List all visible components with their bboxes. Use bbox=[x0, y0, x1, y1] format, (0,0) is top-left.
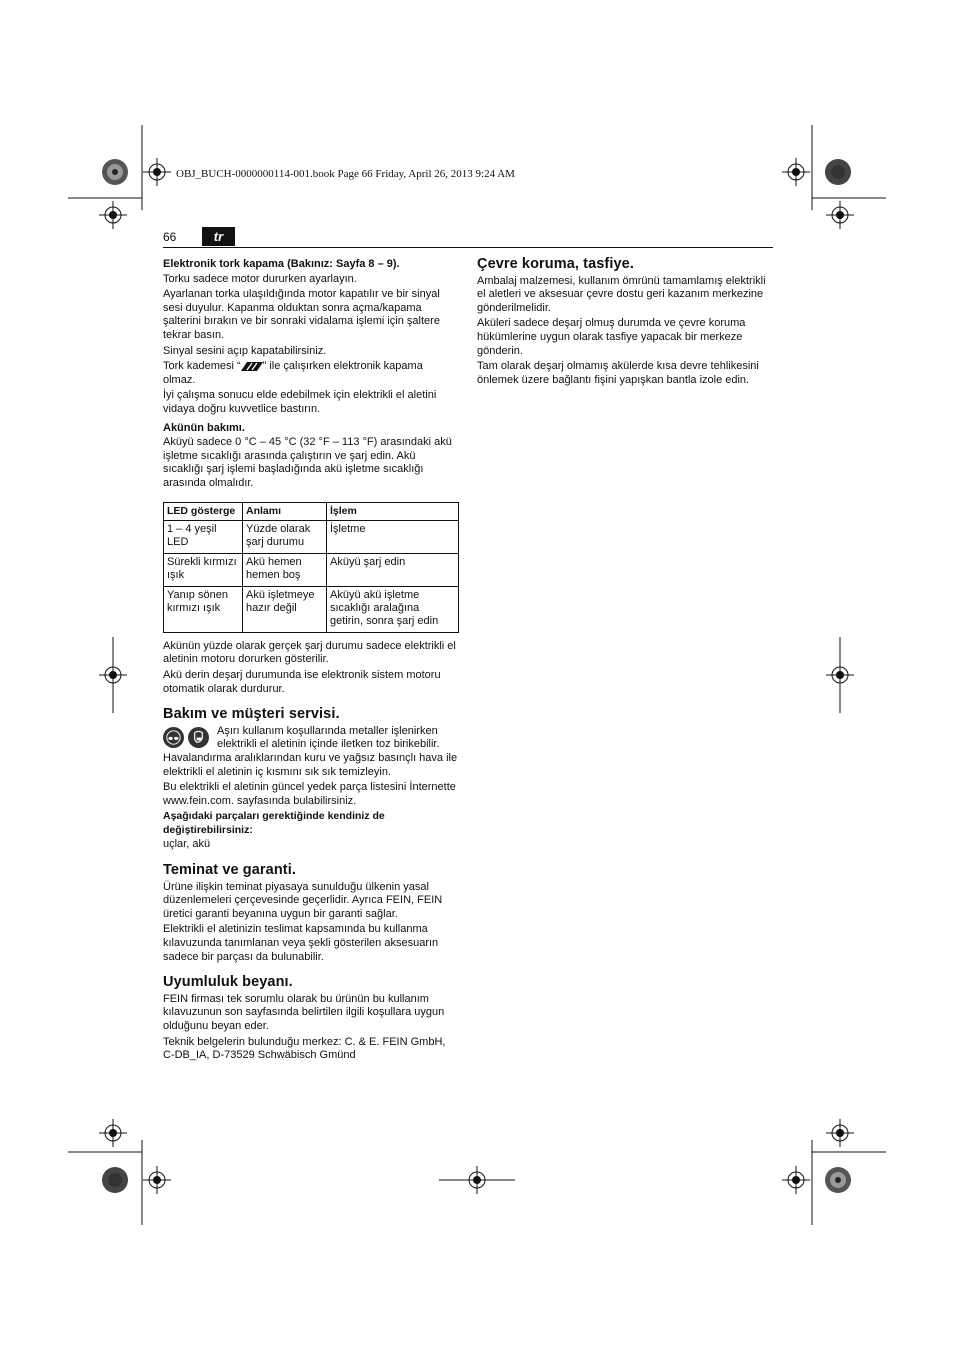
torque-paragraph: Sinyal sesini açıp kapatabilirsiniz. bbox=[163, 344, 327, 357]
registration-mark-icon bbox=[826, 201, 854, 229]
table-cell: Akü işletmeye hazır değil bbox=[243, 586, 327, 632]
registration-mark-icon bbox=[826, 1119, 854, 1147]
service-intro bbox=[163, 725, 458, 779]
torque-p4-end: ” ile çalışırken elektronik kapama olmaz. bbox=[163, 360, 423, 386]
dust-mask-icon bbox=[188, 727, 209, 748]
header-rule bbox=[163, 247, 773, 248]
eye-protection-icon bbox=[163, 727, 184, 748]
registration-mark-icon bbox=[143, 1166, 171, 1194]
table-cell: Aküyü şarj edin bbox=[327, 553, 459, 586]
table-cell: Yüzde olarak şarj durumu bbox=[243, 520, 327, 553]
conformity-heading: Uyumluluk beyanı. bbox=[163, 974, 293, 991]
table-cell: İşletme bbox=[327, 520, 459, 553]
service-parts-list: uçlar, akü bbox=[163, 838, 211, 851]
battery-paragraph: Aküyü sadece 0 °C – 45 °C (32 °F – 113 °F) arasındaki akü işletme sıcaklığı arasında çalıştırın ve şarj edin. Akü sıcaklığı şarj işlemi başladığında akü işletme sıcaklığı arasında olmalıdır. bbox=[163, 436, 452, 489]
torque-paragraph bbox=[163, 360, 458, 387]
service-heading: Bakım ve müşteri servisi. bbox=[163, 706, 340, 723]
table-cell: Sürekli kırmızı ışık bbox=[164, 553, 243, 586]
conformity-paragraph: FEIN firması tek sorumlu olarak bu ürünün bu kullanım kılavuzunun son sayfasında belirtilen ilgili koşullara uygun olduğunu beyan eder. bbox=[163, 992, 445, 1032]
environment-paragraph: Ambalaj malzemesi, kullanım ömrünü tamamlamış elektrikli el aletleri ve aksesuar çevre dostu geri kazanım merkezine gönderilmelidir. bbox=[477, 274, 766, 314]
color-target-icon bbox=[102, 159, 128, 185]
registration-mark-icon bbox=[439, 1166, 515, 1194]
torque-paragraph: Ayarlanan torka ulaşıldığında motor kapatılır ve bir sinyal sesi duyulur. Kapanma olduktan sonra açma/kapama şalterini bırakın ve bir sonraki vidalama işlemi için şaltere tekrar basın. bbox=[163, 288, 440, 341]
page-number: 66 bbox=[163, 230, 177, 244]
torque-p4-start: Tork kademesi “ bbox=[163, 360, 241, 373]
service-parts-heading: Aşağıdaki parçaları gerektiğinde kendiniz de değiştirebilirsiniz: bbox=[163, 810, 385, 836]
warranty-paragraph: Elektrikli el aletinizin teslimat kapsamında bu kullanma kılavuzunda tanımlanan veya şekli gösterilen aksesuarın sadece bir parçası da bulunabilir. bbox=[163, 923, 439, 963]
warranty-paragraph: Ürüne ilişkin teminat piyasaya sunulduğu ülkenin yasal düzenlemeleri çerçevesinde geçerlidir. Ayrıca FEIN, FEIN üretici garanti beyanına uygun bir garanti sağlar. bbox=[163, 880, 443, 920]
table-header: İşlem bbox=[327, 502, 459, 520]
table-cell: Akü hemen hemen boş bbox=[243, 553, 327, 586]
torque-heading: Elektronik tork kapama (Bakınız: Sayfa 8 – 9). bbox=[163, 258, 400, 270]
torque-level-icon bbox=[241, 362, 263, 371]
service-paragraph: Aşırı kullanım koşullarında metaller işlenirken elektrikli el aletinin içinde iletken toz birikebilir. Havalandırma aralıklarından kuru ve yağsız basınçlı hava ile elektrikli el aletinin iç kısmını sık sık temizleyin. bbox=[163, 724, 458, 778]
color-target-icon bbox=[102, 1167, 128, 1193]
environment-paragraph: Tam olarak deşarj olmamış akülerde kısa devre tehlikesini önlemek üzere bağlantı fişini yapışkan bantla izole edin. bbox=[477, 360, 759, 386]
led-table bbox=[163, 502, 459, 633]
service-paragraph: Bu elektrikli el aletinin güncel yedek parça listesini İnternette www.fein.com. sayfasında bulabilirsiniz. bbox=[163, 781, 456, 807]
battery-note: Akü derin deşarj durumunda ise elektronik sistem motoru otomatik olarak durdurur. bbox=[163, 668, 441, 695]
language-badge: tr bbox=[202, 227, 235, 246]
table-cell: 1 – 4 yeşil LED bbox=[164, 520, 243, 553]
registration-mark-icon bbox=[99, 201, 127, 229]
table-header: Anlamı bbox=[243, 502, 327, 520]
registration-mark-icon bbox=[826, 637, 854, 713]
table-header-row bbox=[164, 502, 459, 520]
table-cell: Aküyü akü işletme sıcaklığı aralağına getirin, sonra şarj edin bbox=[327, 586, 459, 632]
table-cell: Yanıp sönen kırmızı ışık bbox=[164, 586, 243, 632]
color-target-icon bbox=[825, 159, 851, 185]
battery-heading: Akünün bakımı. bbox=[163, 421, 245, 434]
conformity-paragraph: Teknik belgelerin bulunduğu merkez: C. & E. FEIN GmbH, C-DB_IA, D-73529 Schwäbisch Gmünd bbox=[163, 1035, 446, 1062]
table-row bbox=[164, 520, 459, 553]
left-column bbox=[163, 258, 458, 1065]
torque-paragraph: Torku sadece motor dururken ayarlayın. bbox=[163, 272, 357, 285]
registration-mark-icon bbox=[782, 158, 810, 186]
registration-mark-icon bbox=[99, 1119, 127, 1147]
warranty-heading: Teminat ve garanti. bbox=[163, 862, 296, 879]
table-row bbox=[164, 586, 459, 632]
table-header: LED gösterge bbox=[164, 502, 243, 520]
battery-note: Akünün yüzde olarak gerçek şarj durumu sadece elektrikli el aletinin motoru dorurken gösterilir. bbox=[163, 639, 456, 666]
right-column bbox=[477, 258, 772, 389]
table-row bbox=[164, 553, 459, 586]
registration-mark-icon bbox=[782, 1166, 810, 1194]
environment-heading: Çevre koruma, tasfiye. bbox=[477, 256, 634, 272]
registration-mark-icon bbox=[143, 158, 171, 186]
registration-mark-icon bbox=[99, 637, 127, 713]
torque-paragraph: İyi çalışma sonucu elde edebilmek için elektrikli el aletini vidaya doğru kuvvetlice bastırın. bbox=[163, 389, 437, 415]
color-target-icon bbox=[825, 1167, 851, 1193]
safety-icons bbox=[163, 727, 213, 748]
environment-paragraph: Aküleri sadece deşarj olmuş durumda ve çevre koruma hükümlerine uygun olarak tasfiye yapacak bir merkeze gönderin. bbox=[477, 317, 746, 357]
print-header: OBJ_BUCH-0000000114-001.book Page 66 Friday, April 26, 2013 9:24 AM bbox=[176, 168, 515, 180]
